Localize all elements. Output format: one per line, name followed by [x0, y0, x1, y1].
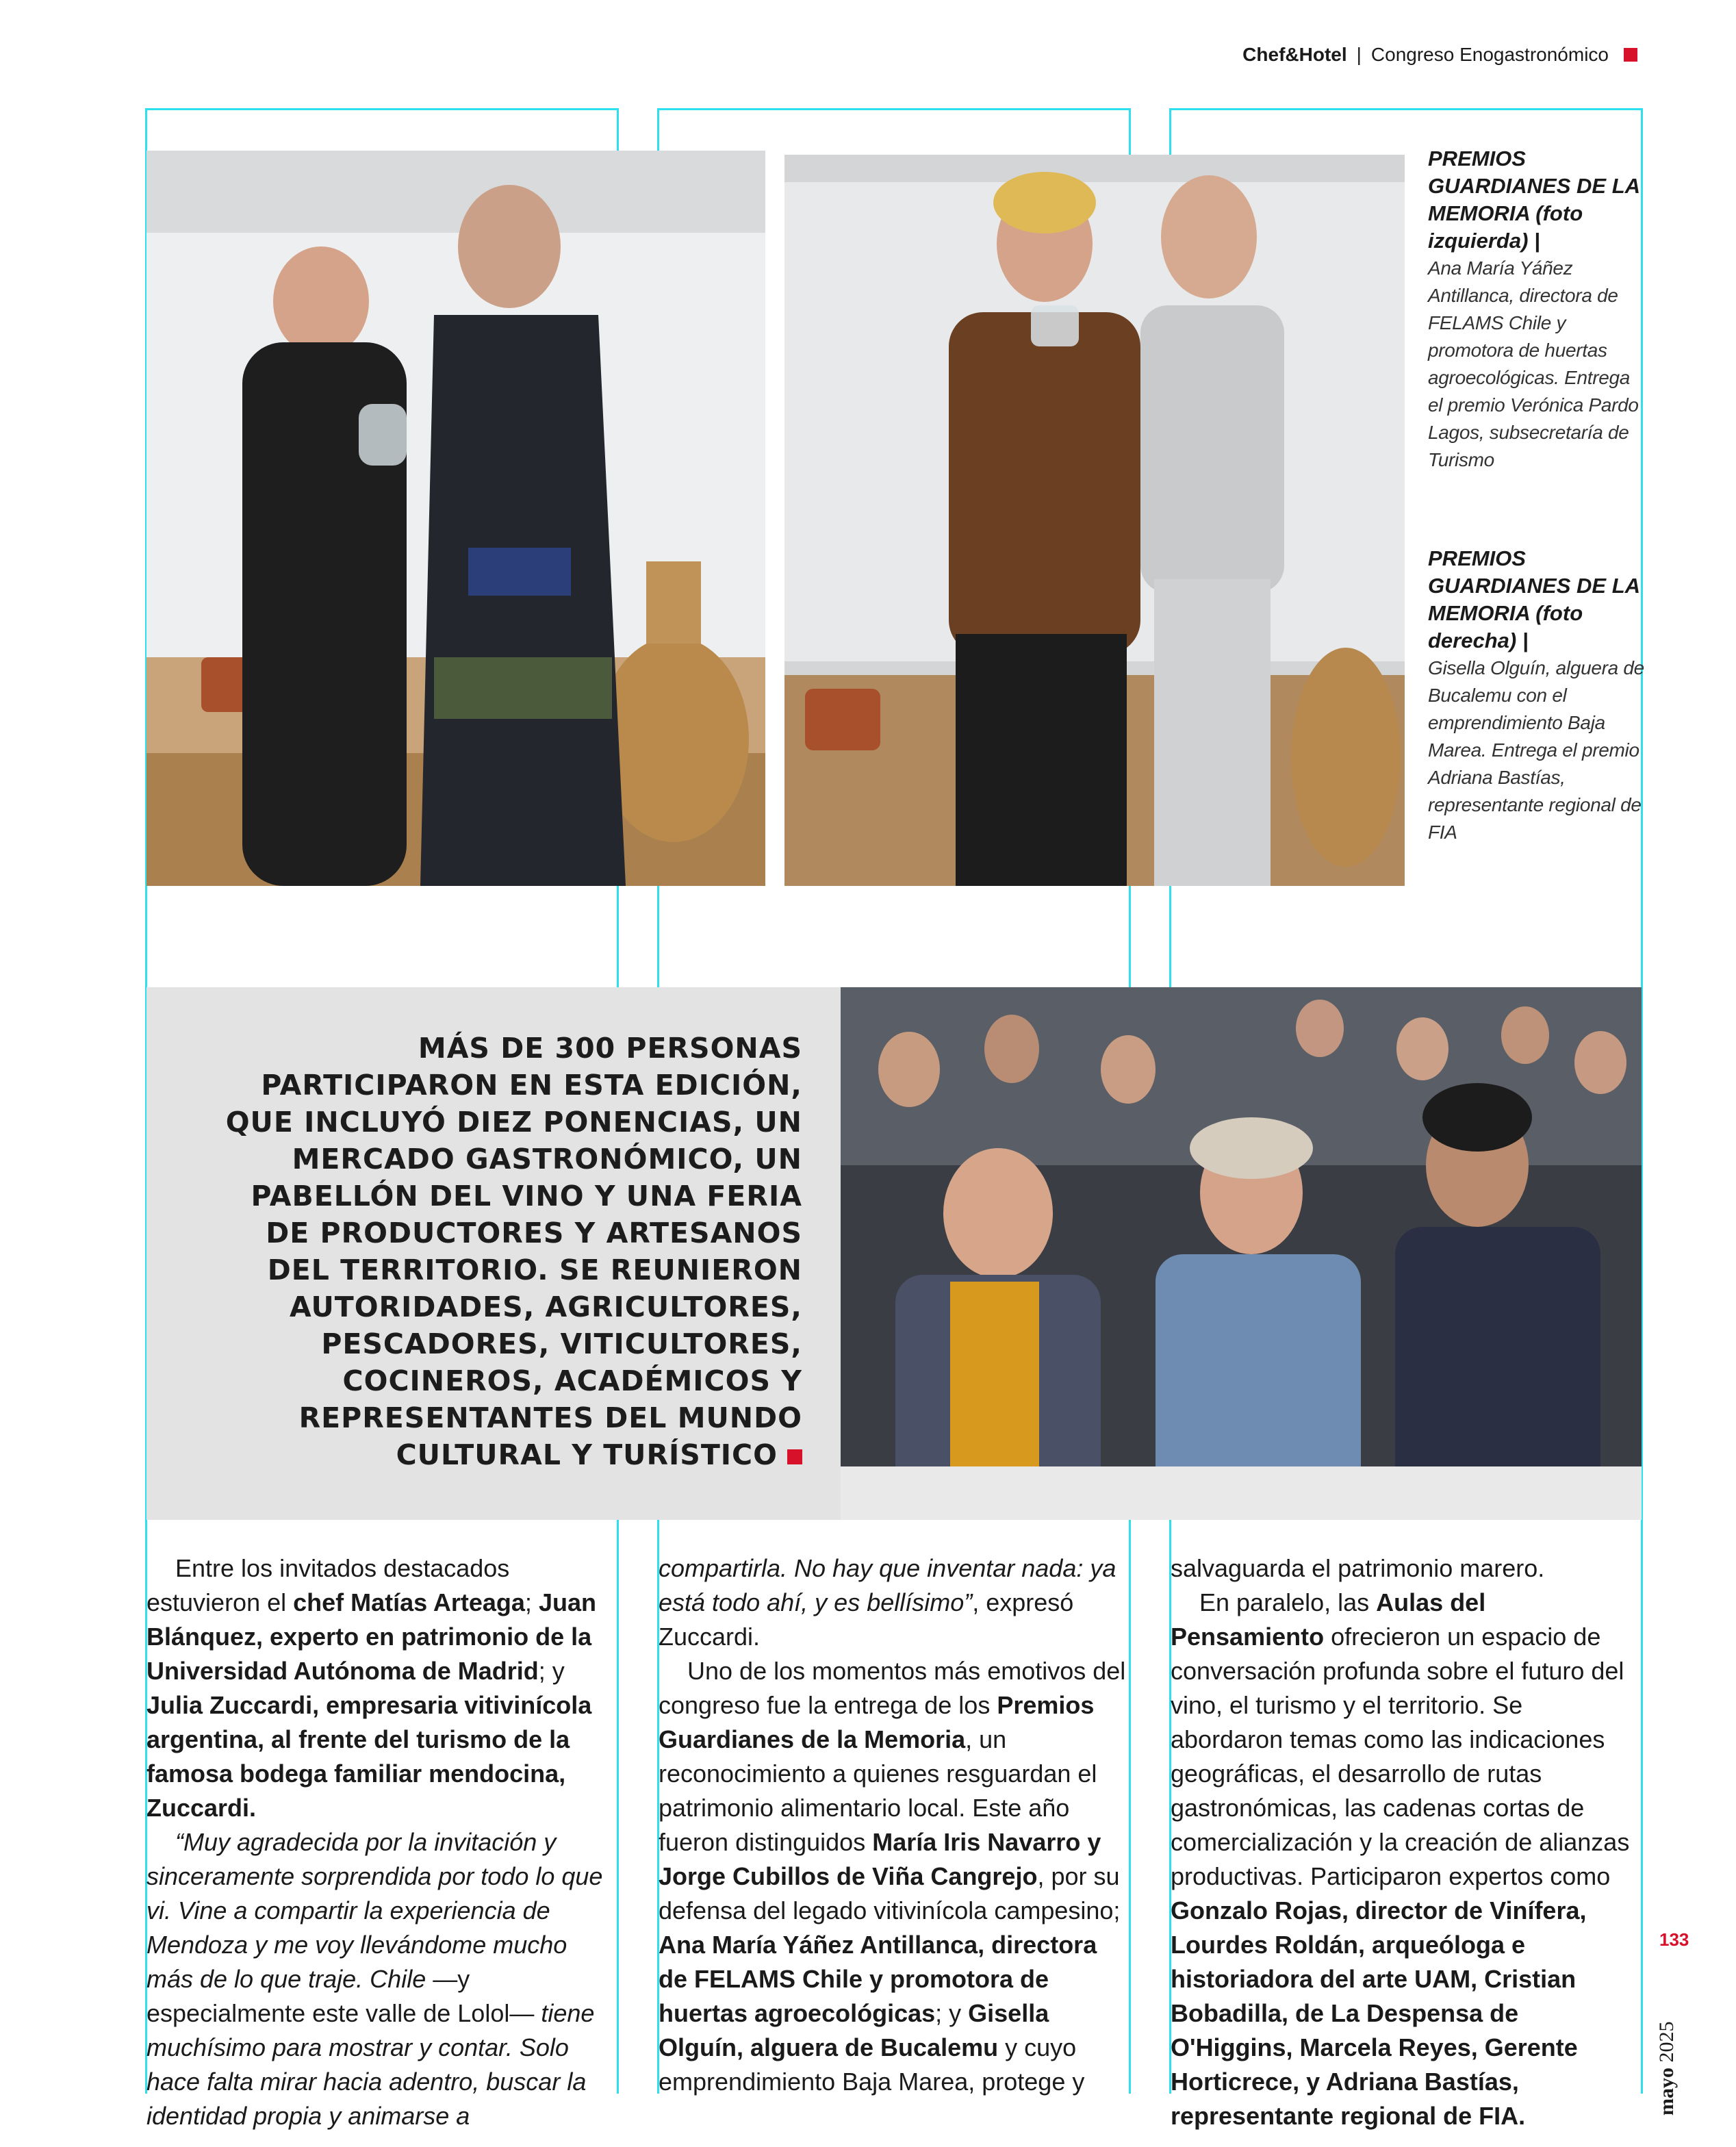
text-run: , un reconocimiento a quienes resguardan el patrimonio alimentario local. Este año fueron distinguidos	[659, 1725, 1097, 1856]
guide-line	[1169, 108, 1643, 110]
page-number: 133	[1659, 1929, 1689, 1950]
caption-title: PREMIOS GUARDIANES DE LA MEMORIA (foto izquierda) |	[1428, 147, 1639, 253]
text-run: Entre los invitados destacados estuvieron el	[146, 1554, 510, 1616]
text-run-bold: Gonzalo Rojas, director de Vinífera, Lourdes Roldán, arqueóloga e historiadora del arte UAM, Cristian Bobadilla, de La Despensa de O'Higgins, Marcela Reyes, Gerente Horticrece, y Adriana Bastías, representante regional de FIA.	[1171, 1896, 1587, 2130]
body-column-1	[146, 1551, 616, 2133]
body-column-3	[1171, 1551, 1640, 2133]
text-run-bold: Ana María Yáñez Antillanca, directora de FELAMS Chile y promotora de huertas agroecológicas	[659, 1931, 1097, 2027]
red-square-icon	[1624, 48, 1637, 62]
text-run-italic: “Muy agradecida por la invitación y sinceramente sorprendida por todo lo que vi. Vine a compartir la experiencia de Mendoza y me voy llevándome mucho más de lo que traje. Chile	[146, 1828, 603, 1993]
pull-quote-box	[146, 987, 841, 1520]
text-run-bold: chef Matías Arteaga	[293, 1588, 525, 1616]
text-run-italic: tiene muchísimo para mostrar y contar. Solo hace falta mirar hacia adentro, buscar la identidad propia y animarse a	[146, 1999, 595, 2130]
header-separator: |	[1356, 44, 1362, 65]
section-title: Congreso Enogastronómico	[1370, 44, 1609, 65]
paragraph	[1171, 1551, 1640, 1586]
issue-date	[1655, 2022, 1678, 2116]
audience-photo	[841, 987, 1642, 1520]
text-run: salvaguarda el patrimonio marero.	[1171, 1554, 1545, 1582]
text-run: Uno de los momentos más emotivos del congreso fue la entrega de los	[659, 1657, 1126, 1719]
pull-quote	[214, 1030, 802, 1473]
award-photo-left	[146, 151, 765, 886]
guide-line	[145, 108, 619, 110]
text-run-bold: Juan Blánquez, experto en patrimonio de la Universidad Autónoma de Madrid	[146, 1588, 596, 1685]
caption-title: PREMIOS GUARDIANES DE LA MEMORIA (foto derecha) |	[1428, 546, 1639, 652]
text-run: y cuyo emprendimiento Baja Marea, protege y	[659, 2033, 1085, 2096]
paragraph	[1171, 1586, 1640, 2133]
paragraph	[659, 1551, 1128, 1654]
text-run: ;	[524, 1588, 539, 1616]
text-run: , expresó Zuccardi.	[659, 1588, 1074, 1651]
text-run: En paralelo, las	[1199, 1588, 1377, 1616]
body-column-2	[659, 1551, 1128, 2099]
text-run-bold: Julia Zuccardi, empresaria vitivinícola argentina, al frente del turismo de la famosa bodega familiar mendocina, Zuccardi.	[146, 1691, 592, 1822]
running-header	[1242, 44, 1637, 66]
text-run-bold: Premios Guardianes de la Memoria	[659, 1691, 1095, 1753]
text-run: —y especialmente este valle de Lolol—	[146, 1965, 535, 2027]
issue-month: mayo	[1655, 2068, 1678, 2116]
magazine-brand: Chef&Hotel	[1242, 44, 1347, 65]
issue-year: 2025	[1655, 2021, 1678, 2063]
text-run-bold: María Iris Navarro y Jorge Cubillos de Viña Cangrejo	[659, 1828, 1101, 1890]
paragraph	[146, 1825, 616, 2133]
text-run: ; y	[538, 1657, 565, 1685]
text-run-bold: Aulas del Pensamiento	[1171, 1588, 1486, 1651]
text-run: ; y	[935, 1999, 969, 2027]
pull-quote-text: MÁS DE 300 PERSONAS PARTICIPARON EN ESTA EDICIÓN, QUE INCLUYÓ DIEZ PONENCIAS, UN MERCADO GASTRONÓMICO, UN PABELLÓN DEL VINO Y UNA FERIA DE PRODUCTORES Y ARTESANOS DEL TERRITORIO. SE REUNIERON AUTORIDADES, AGRICULTORES, PESCADORES, VITICULTORES, COCINEROS, ACADÉMICOS Y REPRESENTANTES DEL MUNDO CULTURAL Y TURÍSTICO	[225, 1032, 802, 1471]
text-run-italic: compartirla. No hay que inventar nada: ya está todo ahí, y es bellísimo”	[659, 1554, 1116, 1616]
text-run-bold: Gisella Olguín, alguera de Bucalemu	[659, 1999, 1049, 2061]
photo-caption-left	[1428, 145, 1646, 474]
photo-caption-right	[1428, 545, 1646, 846]
caption-body: Gisella Olguín, alguera de Bucalemu con el emprendimiento Baja Marea. Entrega el premio Adriana Bastías, representante regional de FIA	[1428, 657, 1644, 843]
award-photo-right	[784, 155, 1405, 886]
text-run: ofrecieron un espacio de conversación profunda sobre el futuro del vino, el turismo y el territorio. Se abordaron temas como las indicaciones geográficas, el desarrollo de rutas gastronómicas, las cadenas cortas de comercialización y la creación de alianzas productivas. Participaron expertos como	[1171, 1623, 1630, 1890]
paragraph	[659, 1654, 1128, 2099]
paragraph	[146, 1551, 616, 1825]
red-square-icon	[787, 1449, 802, 1464]
text-run: , por su defensa del legado vitivinícola campesino;	[659, 1862, 1121, 1924]
caption-body: Ana María Yáñez Antillanca, directora de FELAMS Chile y promotora de huertas agroecológicas. Entrega el premio Verónica Pardo Lagos, subsecretaría de Turismo	[1428, 257, 1639, 470]
guide-line	[657, 108, 1131, 110]
